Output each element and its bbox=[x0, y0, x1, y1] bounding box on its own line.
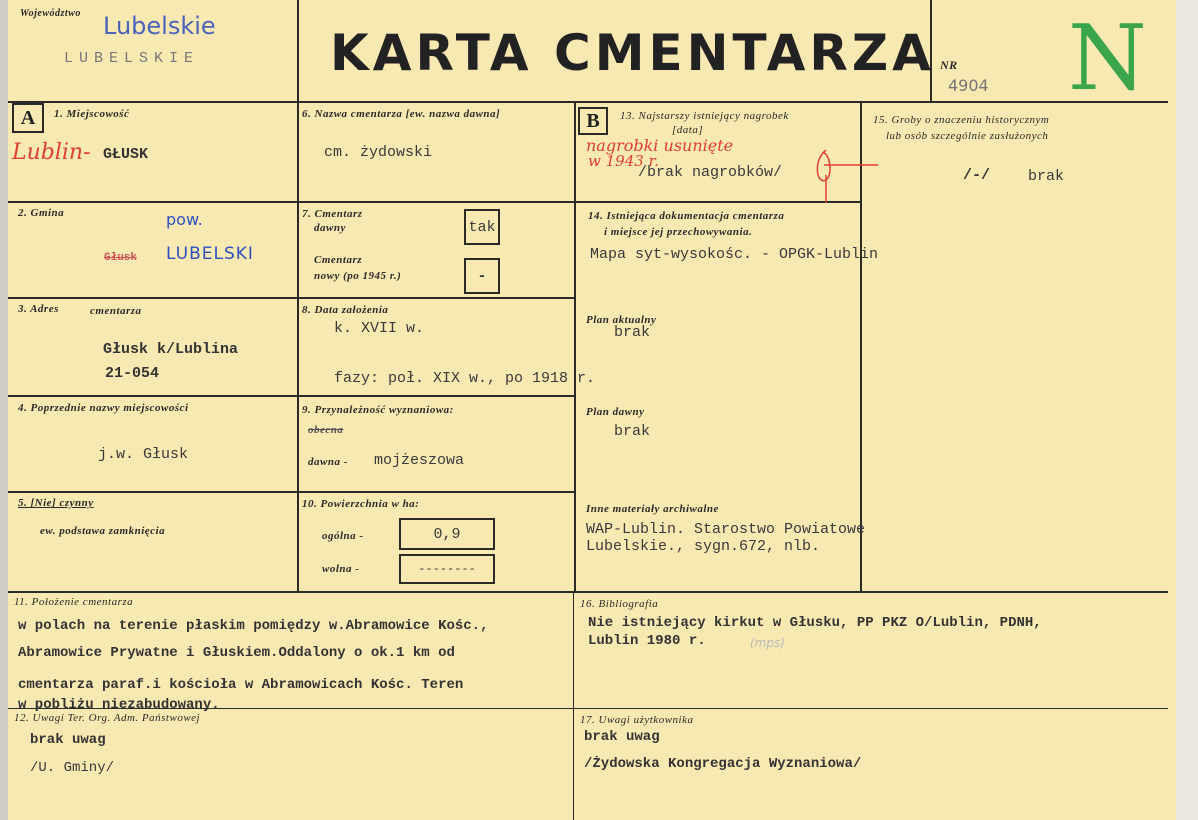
field-6-value: cm. żydowski bbox=[324, 144, 433, 161]
field-17-line-1: brak uwag bbox=[584, 729, 660, 745]
scan-edge bbox=[0, 0, 8, 820]
field-10-label: 10. Powierzchnia w ha: bbox=[302, 498, 420, 510]
divider bbox=[574, 101, 576, 591]
field-10-ogolna-label: ogólna - bbox=[322, 530, 364, 542]
divider bbox=[8, 297, 574, 299]
field-11-line-3: cmentarza paraf.i kościoła w Abramowicach Kośc. Teren bbox=[18, 677, 464, 693]
field-15-dash: /-/ bbox=[963, 167, 991, 184]
field-2-label: 2. Gmina bbox=[18, 207, 65, 219]
field-4-value: j.w. Głusk bbox=[98, 446, 189, 463]
field-12-label: 12. Uwagi Ter. Org. Adm. Państwowej bbox=[14, 712, 201, 724]
inne-materialy-label: Inne materiały archiwalne bbox=[586, 503, 719, 515]
red-signature-icon bbox=[808, 145, 888, 205]
field-9-crossed: obecna bbox=[308, 424, 344, 436]
field-3-line-1: Głusk k/Lublina bbox=[103, 341, 239, 358]
field-13-label: 13. Najstarszy istniejący nagrobek bbox=[620, 110, 789, 122]
field-16-line-1: Nie istniejący kirkut w Głusku, PP PKZ O/Lublin, PDNH, bbox=[588, 615, 1042, 631]
field-11-label: 11. Położenie cmentarza bbox=[14, 596, 134, 608]
wojewodztwo-stamp: Lubelskie bbox=[103, 12, 216, 40]
wojewodztwo-label: Województwo bbox=[20, 8, 81, 19]
field-5-sublabel: ew. podstawa zamknięcia bbox=[40, 525, 166, 537]
field-1-label: 1. Miejscowość bbox=[54, 108, 130, 120]
divider bbox=[8, 201, 574, 203]
field-15-value: brak bbox=[1028, 168, 1065, 185]
card-title: KARTA CMENTARZA bbox=[330, 24, 935, 82]
wojewodztwo-typed: LUBELSKIE bbox=[64, 50, 200, 67]
field-7-old-checkbox: tak bbox=[464, 209, 500, 245]
plan-dawny-value: brak bbox=[614, 423, 651, 440]
field-1-value: GŁUSK bbox=[103, 146, 149, 163]
field-3-label-2: cmentarza bbox=[90, 305, 142, 317]
field-7-old-label-2: dawny bbox=[314, 222, 346, 234]
classification-mark: N bbox=[1068, 6, 1147, 111]
field-16-line-2: Lublin 1980 r. bbox=[588, 633, 706, 649]
field-7-new-checkbox: - bbox=[464, 258, 500, 294]
plan-aktualny-label: Plan aktualny bbox=[586, 314, 657, 326]
field-16-pencil-note: (mps) bbox=[750, 636, 785, 650]
divider bbox=[297, 0, 299, 101]
field-9-dawna-value: mojżeszowa bbox=[374, 452, 465, 469]
field-3-label: 3. Adres bbox=[18, 303, 59, 315]
field-1-handwritten: Lublin- bbox=[12, 140, 91, 165]
field-6-label: 6. Nazwa cmentarza [ew. nazwa dawna] bbox=[302, 108, 501, 120]
section-b-letter: B bbox=[578, 107, 608, 135]
field-10-wolna-value: -------- bbox=[399, 554, 495, 584]
divider bbox=[8, 101, 1168, 103]
field-17-line-2: /Żydowska Kongregacja Wyznaniowa/ bbox=[584, 756, 862, 772]
field-4-label: 4. Poprzednie nazwy miejscowości bbox=[18, 402, 189, 414]
divider bbox=[297, 101, 299, 591]
field-10-wolna-label: wolna - bbox=[322, 563, 360, 575]
field-7-old-label: 7. Cmentarz bbox=[302, 208, 363, 220]
field-10-ogolna-value: 0,9 bbox=[399, 518, 495, 550]
field-7-new-label-2: nowy (po 1945 r.) bbox=[314, 270, 402, 282]
field-13-handwritten-2: w 1943 r. bbox=[588, 152, 659, 170]
field-2-handwritten-2: LUBELSKI bbox=[166, 244, 254, 264]
divider bbox=[8, 491, 574, 493]
field-11-line-4: w pobliżu niezabudowany. bbox=[18, 697, 220, 713]
field-8-label: 8. Data założenia bbox=[302, 304, 389, 316]
field-14-label: 14. Istniejąca dokumentacja cmentarza bbox=[588, 210, 785, 222]
cemetery-card bbox=[8, 0, 1176, 820]
field-11-line-2: Abramowice Prywatne i Głuskiem.Oddalony o ok.1 km od bbox=[18, 645, 455, 661]
field-12-line-1: brak uwag bbox=[30, 732, 106, 748]
nr-label: NR bbox=[940, 58, 958, 72]
inne-materialy-line-1: WAP-Lublin. Starostwo Powiatowe bbox=[586, 521, 866, 538]
inne-materialy-line-2: Lubelskie., sygn.672, nlb. bbox=[586, 538, 821, 555]
field-14-value: Mapa syt-wysokośc. - OPGK-Lublin bbox=[590, 246, 879, 263]
field-17-label: 17. Uwagi użytkownika bbox=[580, 714, 694, 726]
field-15-label: 15. Groby o znaczeniu historycznym bbox=[873, 114, 1050, 126]
nr-value: 4904 bbox=[948, 76, 989, 95]
field-2-handwritten-1: pow. bbox=[166, 210, 203, 229]
field-16-label: 16. Bibliografia bbox=[580, 598, 659, 610]
field-9-label: 9. Przynależność wyznaniowa: bbox=[302, 404, 454, 416]
field-9-dawna-label: dawna - bbox=[308, 456, 348, 468]
field-8-phases: fazy: poł. XIX w., po 1918 r. bbox=[334, 370, 596, 387]
field-8-value: k. XVII w. bbox=[334, 320, 425, 337]
field-13-label-2: [data] bbox=[672, 124, 704, 136]
field-13-value: /brak nagrobków/ bbox=[638, 164, 783, 181]
field-5-label: 5. [Nie] czynny bbox=[18, 497, 94, 509]
divider bbox=[8, 395, 574, 397]
field-12-line-2: /U. Gminy/ bbox=[30, 760, 115, 776]
field-14-label-2: i miejsce jej przechowywania. bbox=[604, 226, 753, 238]
field-2-crossed: Głusk bbox=[104, 252, 138, 264]
section-a-letter: A bbox=[12, 103, 44, 133]
field-13-handwritten-1: nagrobki usunięte bbox=[586, 136, 734, 155]
divider bbox=[573, 591, 574, 820]
field-7-new-label: Cmentarz bbox=[314, 254, 363, 266]
divider bbox=[8, 591, 1168, 593]
field-15-label-2: lub osób szczególnie zasłużonych bbox=[886, 130, 1049, 142]
field-3-line-2: 21-054 bbox=[105, 365, 160, 382]
field-11-line-1: w polach na terenie płaskim pomiędzy w.Abramowice Kośc., bbox=[18, 618, 489, 634]
plan-aktualny-value: brak bbox=[614, 324, 651, 341]
plan-dawny-label: Plan dawny bbox=[586, 406, 645, 418]
